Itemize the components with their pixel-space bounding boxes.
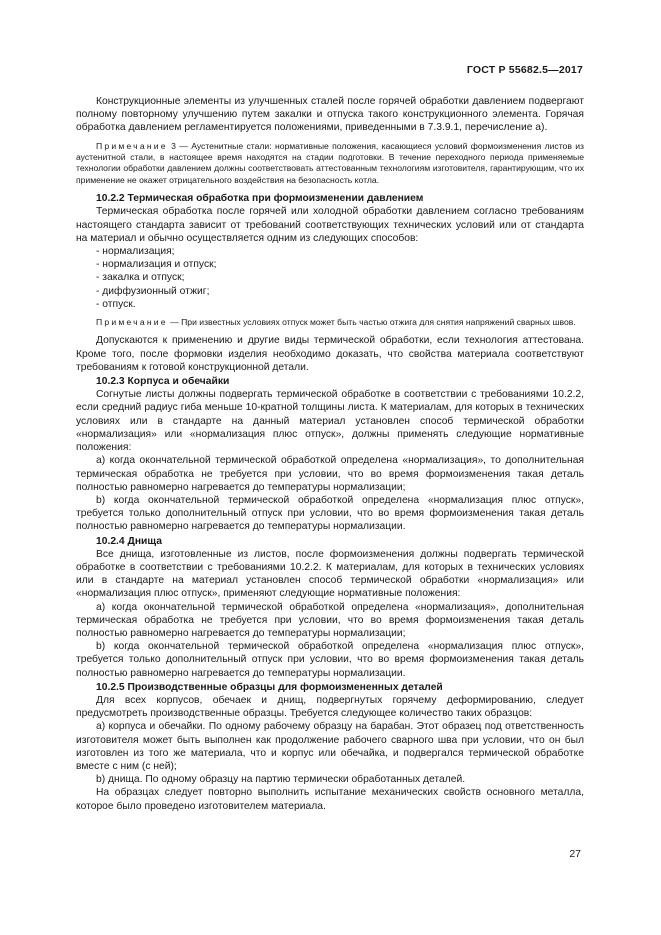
section-10-2-5-heading: 10.2.5 Производственные образцы для формоизмененных деталей bbox=[96, 681, 443, 693]
note-text: 3 — Аустенитные стали: нормативные положения, касающиеся условий формоизменения листов из аустенитной стали, в настоящее время находятся на стадии подготовки. В течение переходного периода применяемые технологии обработки давлением должны соответствовать аттестованным технологиям изготовителя, гарантирующим, что их применение не окажет отрицательного воздействия на безопасность котла. bbox=[76, 140, 584, 185]
list-item: - закалка и отпуск; bbox=[96, 272, 185, 284]
section-10-2-5-item-a: а) корпуса и обечайки. По одному рабочему образцу на барабан. Этот образец под ответственность изготовителя может быть выполнен как продолжение рабочего сварного шва при условии, что он был изготовлен из того же материала, что и корпус или обечайка, и подвергался термической обработке вместе с ним (с ней); bbox=[76, 721, 584, 772]
section-10-2-4-item-a: а) когда окончательной термической обработкой определена «нормализация», дополнительная термическая обработка не требуется при условии, что во время формоизменения такая деталь полностью равномерно нагревается до температуры нормализации; bbox=[76, 601, 584, 639]
section-10-2-5-paragraph-2: На образцах следует повторно выполнить испытание механических свойств основного металла, которое было проведено изготовителем материала. bbox=[76, 787, 584, 812]
list-item: - диффузионный отжиг; bbox=[96, 285, 210, 297]
note-annealing bbox=[76, 317, 584, 328]
section-10-2-4-heading: 10.2.4 Днища bbox=[96, 535, 162, 547]
section-10-2-3-heading: 10.2.3 Корпуса и обечайки bbox=[96, 376, 230, 388]
list-item: - нормализация и отпуск; bbox=[96, 259, 217, 271]
list-item: - нормализация; bbox=[96, 246, 175, 258]
section-10-2-5-item-b: b) днища. По одному образцу на партию термически обработанных деталей. bbox=[96, 774, 466, 786]
section-10-2-3-item-b: b) когда окончательной термической обработкой определена «нормализация плюс отпуск», требуется только дополнительный отпуск при условии, что во время формоизменения такая деталь полностью равномерно нагревается до температуры нормализации. bbox=[76, 494, 584, 533]
note-3 bbox=[76, 141, 584, 187]
note-label: Примечание bbox=[96, 140, 168, 151]
standard-header: ГОСТ Р 55682.5—2017 bbox=[466, 64, 583, 76]
note-text: — При известных условиях отпуск может быть частью отжига для снятия напряжений сварных швов. bbox=[167, 317, 576, 328]
section-10-2-5-paragraph: Для всех корпусов, обечаек и днищ, подвергнутых горячему деформированию, следует предусмотреть производственные образцы. Требуется следующее количество таких образцов: bbox=[76, 694, 584, 720]
section-10-2-2-paragraph-2: Допускаются к применению и другие виды термической обработки, если технология аттестована. Кроме того, после формовки изделия необходимо доказать, что свойства материала соответствуют требованиям к готовой конструкционной детали. bbox=[76, 335, 584, 373]
section-10-2-3-paragraph: Согнутые листы должны подвергать термической обработке в соответствии с требованиями 10.2.2, если средний радиус гиба меньше 10-кратной толщины листа. К материалам, для которых в технических условиях или в стандарте на данный материал установлен способ термической обработки «нормализация» или «нормализация плюс отпуск», должны применять следующие нормативные положения: bbox=[76, 389, 584, 454]
section-10-2-4-paragraph: Все днища, изготовленные из листов, после формоизменения должны подвергать термической обработке в соответствии с требованиями 10.2.2. К материалам, для которых в технических условиях или в стандарте на материал установлен способ термической обработки «нормализация» или «нормализация плюс отпуск», применяют следующие нормативные положения: bbox=[76, 548, 584, 600]
intro-paragraph: Конструкционные элементы из улучшенных сталей после горячей обработки давлением подвергают полному повторному улучшению путем закалки и отпуска такого конструкционного элемента. Горячая обработка давлением регламентируется положениями, приведенными в 7.3.9.1, перечисление а). bbox=[76, 96, 584, 134]
note-label: Примечание bbox=[96, 317, 168, 328]
page-content bbox=[76, 95, 584, 813]
section-10-2-2-heading: 10.2.2 Термическая обработка при формоизменении давлением bbox=[96, 193, 424, 205]
section-10-2-4-item-b: b) когда окончательной термической обработкой определена «нормализация плюс отпуск», требуется только дополнительный отпуск при условии, что во время формоизменения такая деталь полностью равномерно нагревается до температуры нормализации. bbox=[76, 641, 584, 679]
section-10-2-2-paragraph: Термическая обработка после горячей или холодной обработки давлением согласно требованиям настоящего стандарта зависит от требований соответствующих технических условий или от стандарта на материал и обычно осуществляется одним из следующих способов: bbox=[76, 206, 584, 244]
list-item: - отпуск. bbox=[96, 298, 136, 310]
page-number: 27 bbox=[569, 848, 581, 860]
section-10-2-3-item-a: а) когда окончательной термической обработкой определена «нормализация», то дополнительная термическая обработка не требуется при условии, что во время формоизменения такая деталь полностью равномерно нагревается до температуры нормализации; bbox=[76, 455, 584, 493]
